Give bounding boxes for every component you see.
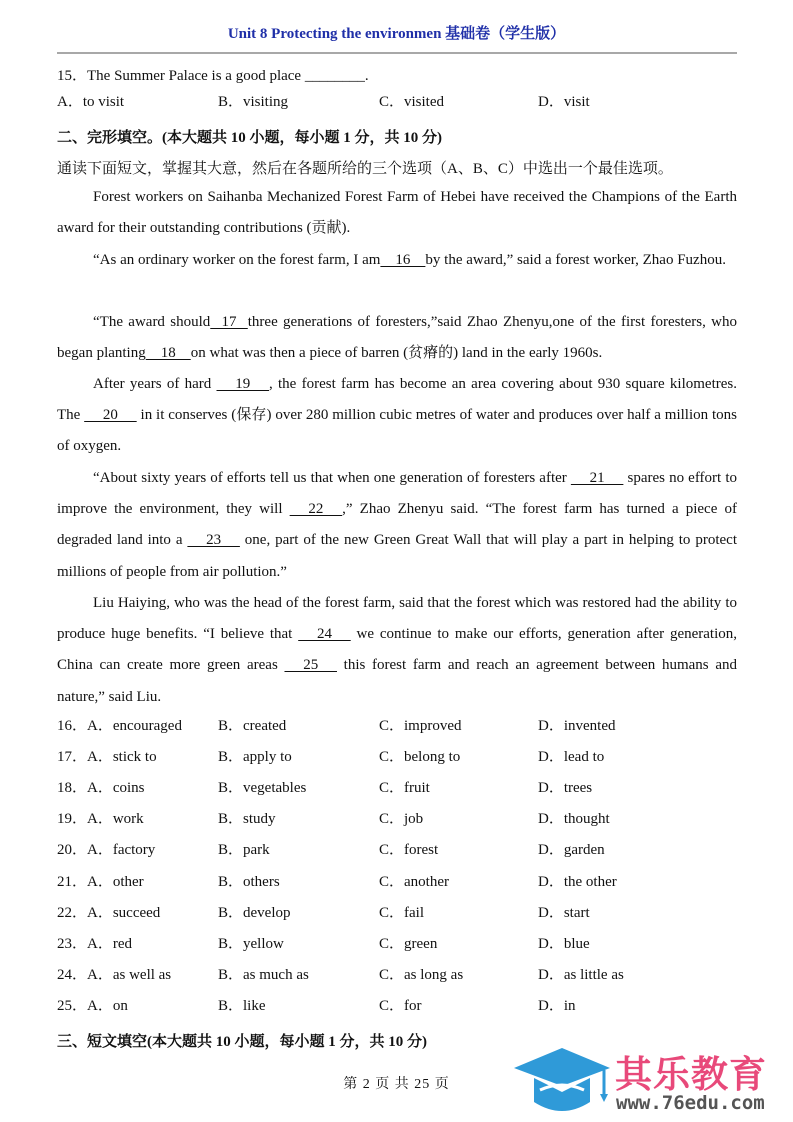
option-a: 22．A．succeed bbox=[57, 904, 161, 921]
blank-22[interactable]: 22 bbox=[289, 501, 343, 518]
option-a: 18．A．coins bbox=[57, 780, 145, 797]
passage-paragraph-5: “About sixty years of efforts tell us that when one generation of foresters after 21 spares no effort to improve the environment, they will 22 ,” Zhao Zhenyu said. “The forest farm has turned a piece of degraded land into a 23 one, part of the new Green Great Wall that will play a part in helping to protect millions of people from air pollution.” bbox=[57, 463, 737, 588]
option-b: B．others bbox=[218, 873, 280, 890]
option-c: C．another bbox=[379, 873, 449, 890]
blank-16[interactable]: 16 bbox=[380, 252, 426, 268]
option-b: B．visiting bbox=[218, 94, 289, 110]
option-a: 24．A．as well as bbox=[57, 966, 172, 983]
question-17-options bbox=[57, 745, 737, 765]
option-d: D．start bbox=[538, 904, 590, 921]
section-2-instruction: 通读下面短文，掌握其大意，然后在各题所给的三个选项（A、B、C）中选出一个最佳选项。 bbox=[57, 161, 673, 177]
blank-19[interactable]: 19 bbox=[216, 376, 269, 392]
option-b: B．apply to bbox=[218, 749, 292, 766]
option-d: D．invented bbox=[538, 718, 616, 734]
question-15-options bbox=[57, 90, 737, 110]
blank-17[interactable]: 17 bbox=[210, 314, 248, 330]
blank-18[interactable]: 18 bbox=[145, 345, 191, 362]
question-15-stem: 15．The Summer Palace is a good place ________. bbox=[57, 68, 369, 84]
option-d: D．thought bbox=[538, 811, 610, 828]
option-c: C．for bbox=[379, 997, 422, 1014]
option-a: 25．A．on bbox=[57, 997, 128, 1014]
option-b: B．park bbox=[218, 842, 270, 859]
question-24-options bbox=[57, 963, 737, 983]
section-3-title: 三、短文填空(本大题共 10 小题，每小题 1 分，共 10 分) bbox=[57, 1034, 427, 1050]
option-c: C．visited bbox=[379, 94, 445, 110]
passage-paragraph-6: Liu Haiying, who was the head of the forest farm, said that the forest which was restored had the ability to produce huge benefits. “I believe that 24 we continue to make our efforts, generation after generation, China can create more green areas 25 this forest farm and reach an agreement between humans and nature,” said Liu. bbox=[57, 595, 738, 705]
section-2-title: 二、完形填空。(本大题共 10 小题，每小题 1 分，共 10 分) bbox=[57, 130, 442, 146]
graduation-cap-icon bbox=[512, 1040, 612, 1118]
passage-paragraph-4: After years of hard 19 , the forest farm has become an area covering about 930 square kilometres. The 20 in it conserves (保存) over 280 million cubic metres of water and produces over half a million tons of oxygen. bbox=[57, 369, 737, 463]
option-d: D．visit bbox=[538, 94, 590, 110]
option-d: D．lead to bbox=[538, 749, 605, 766]
question-16-options bbox=[57, 714, 737, 734]
page-number: 第 2 页 共 25 页 bbox=[343, 1077, 450, 1092]
brand-name: 其乐教育 bbox=[615, 1053, 767, 1096]
option-d: D．trees bbox=[538, 780, 593, 797]
blank-20[interactable]: 20 bbox=[84, 407, 137, 424]
option-c: C．green bbox=[379, 935, 438, 952]
brand-logo bbox=[512, 1040, 787, 1118]
option-a: 19．A．work bbox=[57, 811, 144, 828]
option-a: 23．A．red bbox=[57, 935, 132, 952]
blank-25[interactable]: 25 bbox=[284, 657, 337, 674]
question-19-options bbox=[57, 807, 737, 827]
blank-21[interactable]: 21 bbox=[570, 470, 624, 486]
passage-paragraph-2: “As an ordinary worker on the forest farm, I am 16 by the award,” said a forest worker, Zhao Fuzhou. bbox=[57, 245, 737, 276]
option-b: B．vegetables bbox=[218, 780, 307, 797]
option-d: D．the other bbox=[538, 873, 617, 890]
passage-paragraph-3: “The award should 17 three generations of foresters,”said Zhao Zhenyu,one of the first foresters, who began planting 18 on what was then a piece of barren (贫瘠的) land in the early 1960s. bbox=[57, 307, 737, 369]
document-header: Unit 8 Protecting the environmen 基础卷（学生版） bbox=[227, 26, 566, 42]
option-c: C．job bbox=[379, 811, 424, 828]
option-d: D．garden bbox=[538, 842, 605, 859]
question-22-options bbox=[57, 901, 737, 921]
option-a: 21．A．other bbox=[57, 873, 144, 890]
blank-23[interactable]: 23 bbox=[187, 532, 240, 549]
question-20-options bbox=[57, 838, 737, 858]
option-d: D．in bbox=[538, 997, 576, 1014]
question-18-options bbox=[57, 776, 737, 796]
question-23-options bbox=[57, 932, 737, 952]
option-b: B．develop bbox=[218, 904, 291, 921]
blank-24[interactable]: 24 bbox=[298, 626, 351, 643]
option-b: B．yellow bbox=[218, 935, 284, 952]
option-b: B．created bbox=[218, 718, 287, 734]
option-d: D．as little as bbox=[538, 966, 624, 983]
option-c: C．belong to bbox=[379, 749, 461, 766]
option-d: D．blue bbox=[538, 935, 590, 952]
passage-paragraph-1: Forest workers on Saihanba Mechanized Forest Farm of Hebei have received the Champions of the Earth award for their outstanding contributions (贡献). bbox=[57, 189, 737, 237]
option-c: C．as long as bbox=[379, 966, 464, 983]
option-b: B．like bbox=[218, 997, 266, 1014]
brand-url[interactable]: www.76edu.com bbox=[616, 1092, 765, 1114]
option-c: C．forest bbox=[379, 842, 439, 859]
option-c: C．fail bbox=[379, 904, 424, 921]
option-b: B．as much as bbox=[218, 966, 309, 983]
option-b: B．study bbox=[218, 811, 276, 828]
header-divider bbox=[57, 52, 737, 54]
option-c: C．improved bbox=[379, 718, 462, 734]
option-a: 20．A．factory bbox=[57, 842, 156, 859]
option-a: 17．A．stick to bbox=[57, 749, 157, 766]
option-c: C．fruit bbox=[379, 780, 430, 797]
question-21-options bbox=[57, 870, 737, 890]
option-a: A．to visit bbox=[57, 94, 125, 110]
question-25-options bbox=[57, 994, 737, 1014]
option-a: 16．A．encouraged bbox=[57, 718, 182, 734]
